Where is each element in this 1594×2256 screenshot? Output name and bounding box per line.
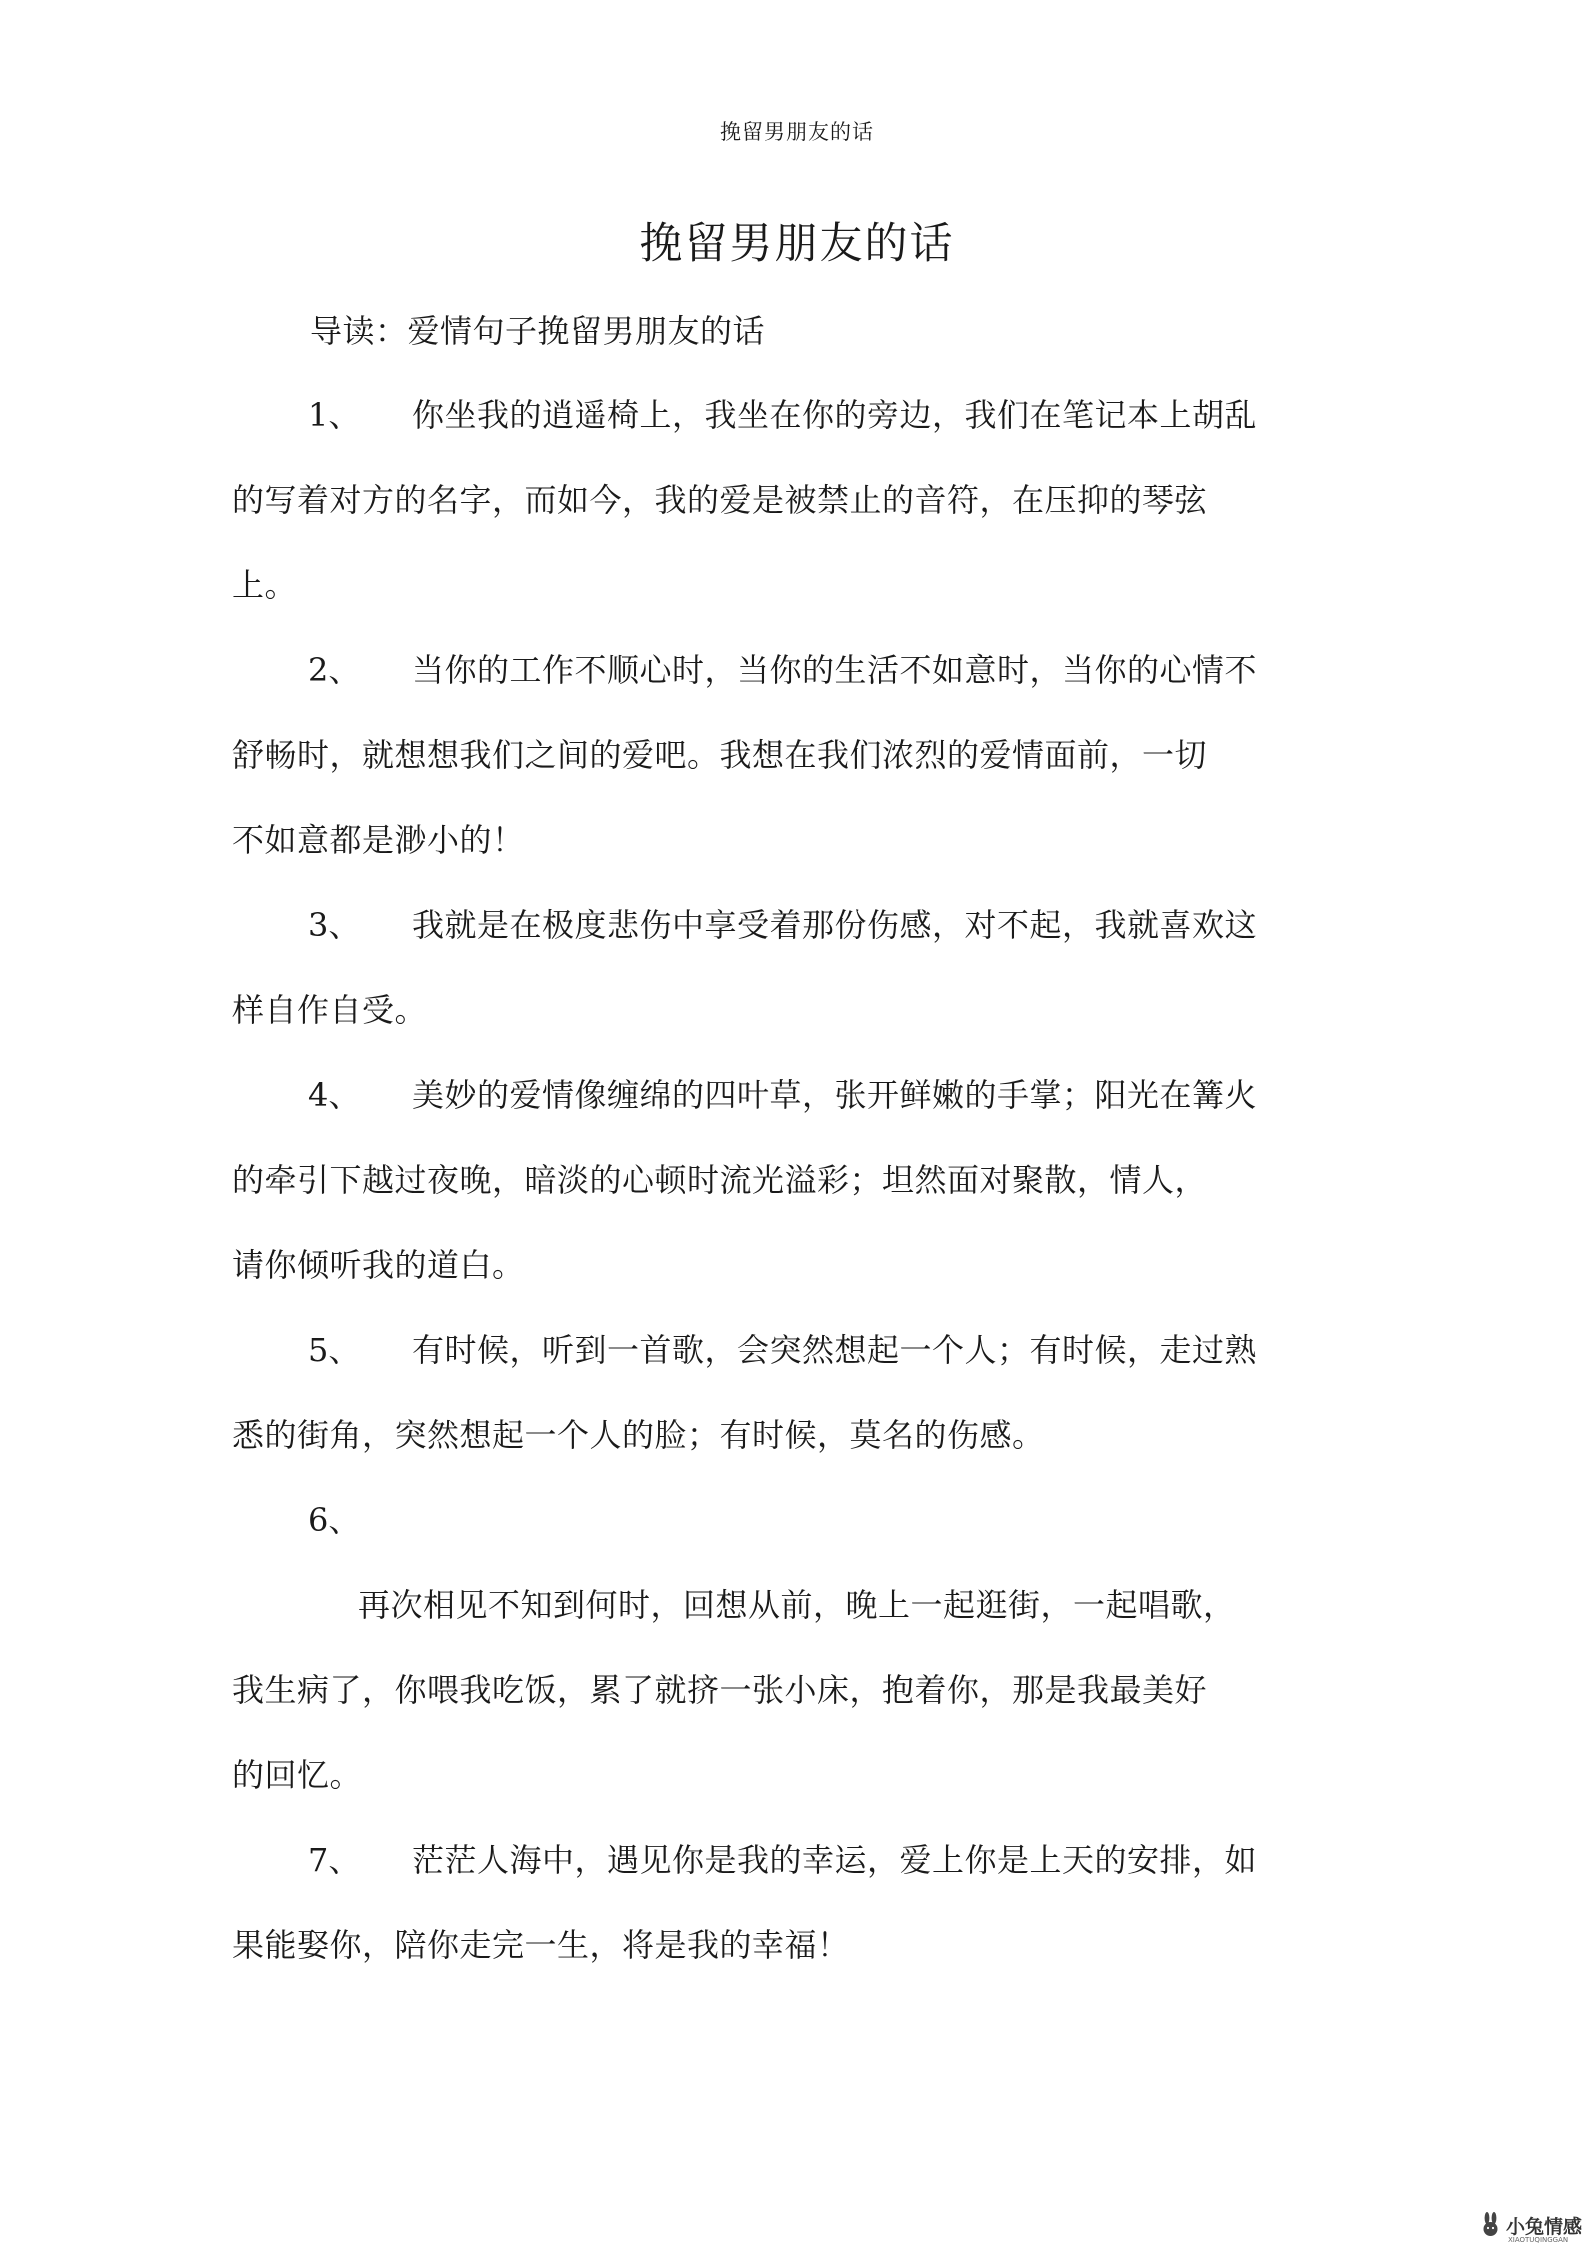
paragraph-line: 茫茫人海中，遇见你是我的幸运，爱上你是上天的安排，如 bbox=[412, 1841, 1258, 1879]
paragraph-line: 的牵引下越过夜晚，暗淡的心顿时流光溢彩；坦然面对聚散，情人， bbox=[232, 1161, 1208, 1199]
running-header: 挽留男朋友的话 bbox=[720, 120, 874, 144]
watermark-text: 小兔情感 bbox=[1506, 2216, 1583, 2238]
item-number: 7、 bbox=[308, 1841, 361, 1879]
paragraph-line: 悉的街角，突然想起一个人的脸；有时候，莫名的伤感。 bbox=[232, 1416, 1045, 1454]
paragraph-line: 美妙的爱情像缠绵的四叶草，张开鲜嫩的手掌；阳光在篝火 bbox=[412, 1076, 1258, 1114]
item-number: 1、 bbox=[308, 396, 361, 434]
watermark-subtext: XIAOTUQINGGAN bbox=[1508, 2236, 1569, 2244]
watermark bbox=[1478, 2208, 1588, 2248]
paragraph-line: 果能娶你，陪你走完一生，将是我的幸福！ bbox=[232, 1926, 850, 1964]
paragraph-line: 样自作自受。 bbox=[232, 991, 428, 1029]
paragraph-line: 的写着对方的名字，而如今，我的爱是被禁止的音符，在压抑的琴弦 bbox=[232, 481, 1208, 519]
rabbit-icon bbox=[1478, 2212, 1504, 2238]
page-title: 挽留男朋友的话 bbox=[639, 219, 955, 269]
intro-line: 导读：爱情句子挽留男朋友的话 bbox=[310, 312, 766, 350]
item-number: 6、 bbox=[308, 1501, 361, 1539]
paragraph-line: 的回忆。 bbox=[232, 1756, 363, 1794]
paragraph-line: 上。 bbox=[232, 566, 298, 604]
paragraph-line: 不如意都是渺小的！ bbox=[232, 821, 525, 859]
paragraph-line: 舒畅时，就想想我们之间的爱吧。我想在我们浓烈的爱情面前，一切 bbox=[232, 736, 1208, 774]
item-number: 5、 bbox=[308, 1331, 361, 1369]
paragraph-line: 当你的工作不顺心时，当你的生活不如意时，当你的心情不 bbox=[412, 651, 1258, 689]
paragraph-line: 再次相见不知到何时，回想从前，晚上一起逛街，一起唱歌， bbox=[358, 1586, 1236, 1624]
item-number: 4、 bbox=[308, 1076, 361, 1114]
paragraph-line: 有时候，听到一首歌，会突然想起一个人；有时候，走过熟 bbox=[412, 1331, 1258, 1369]
item-number: 2、 bbox=[308, 651, 361, 689]
paragraph-line: 请你倾听我的道白。 bbox=[232, 1246, 525, 1284]
paragraph-line: 我就是在极度悲伤中享受着那份伤感，对不起，我就喜欢这 bbox=[412, 906, 1258, 944]
item-number: 3、 bbox=[308, 906, 361, 944]
paragraph-line: 你坐我的逍遥椅上，我坐在你的旁边，我们在笔记本上胡乱 bbox=[412, 396, 1258, 434]
paragraph-line: 我生病了，你喂我吃饭，累了就挤一张小床，抱着你，那是我最美好 bbox=[232, 1671, 1208, 1709]
